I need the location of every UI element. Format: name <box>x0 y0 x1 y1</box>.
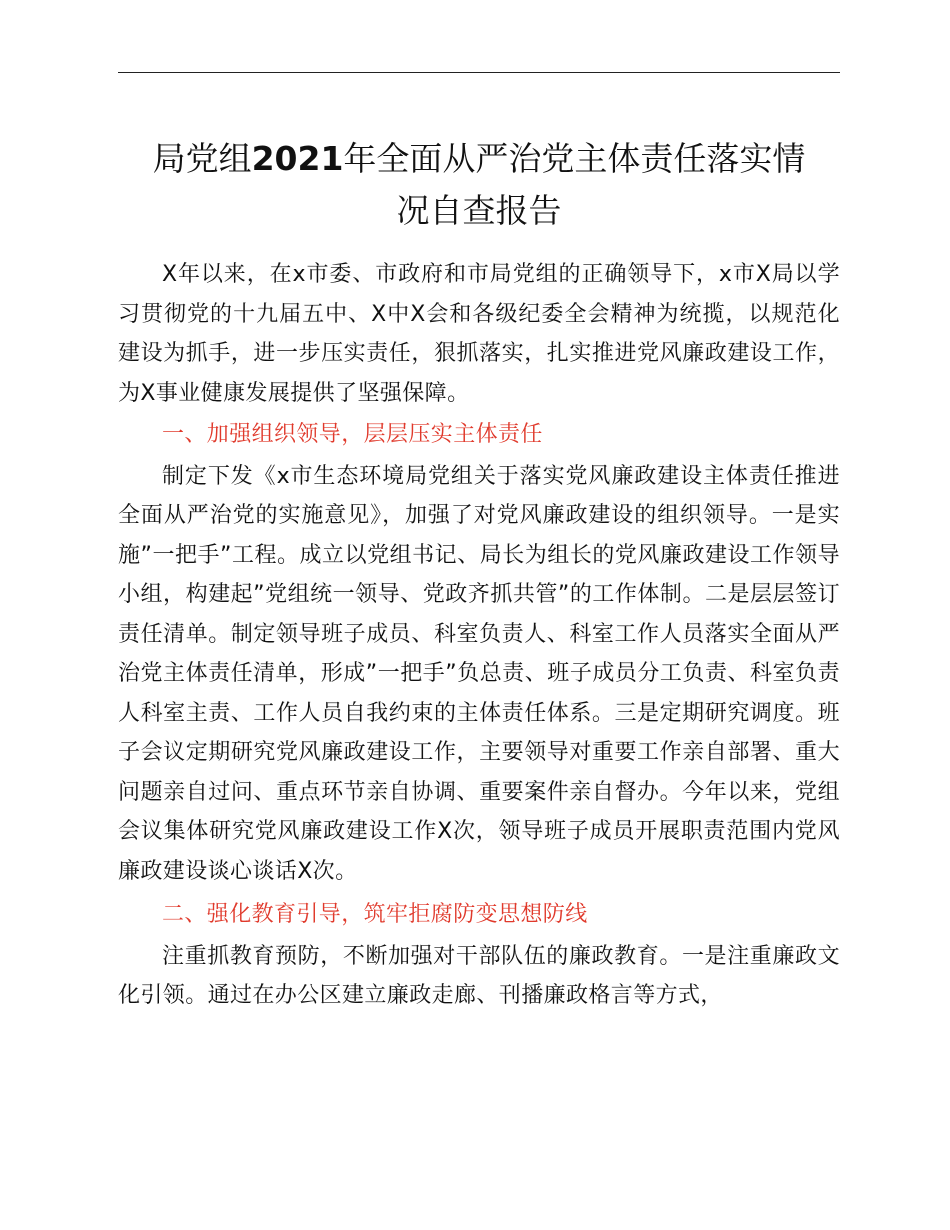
title-line-2: 况自查报告 <box>396 191 562 230</box>
document-body <box>118 255 840 1016</box>
title-suffix: 年全面从严治党主体责任落实情 <box>343 139 806 178</box>
section-1-paragraph: 制定下发《x市生态环境局党组关于落实党风廉政建设主体责任推进全面从严治党的实施意见》，加强了对党风廉政建设的组织领导。一是实施”一把手”工程。成立以党组书记、局长为组长的党风廉政建设工作领导小组，构建起”党组统一领导、党政齐抓共管”的工作体制。二是层层签订责任清单。制定领导班子成员、科室负责人、科室工作人员落实全面从严治党主体责任清单，形成”一把手”负总责、班子成员分工负责、科室负责人科室主责、工作人员自我约束的主体责任体系。三是定期研究调度。班子会议定期研究党风廉政建设工作，主要领导对重要工作亲自部署、重大问题亲自过问、重点环节亲自协调、重要案件亲自督办。今年以来，党组会议集体研究党风廉政建设工作X次，领导班子成员开展职责范围内党风廉政建设谈心谈话X次。 <box>118 463 840 884</box>
header-rule <box>118 72 840 73</box>
section-1-heading: 一、加强组织领导，层层压实主体责任 <box>162 422 543 447</box>
title-year: 2021 <box>251 139 344 178</box>
document-title <box>118 133 840 237</box>
intro-paragraph: X年以来，在x市委、市政府和市局党组的正确领导下，x市X局以学习贯彻党的十九届五中、X中X会和各级纪委全会精神为统揽，以规范化建设为抓手，进一步压实责任，狠抓落实，扎实推进党风廉政建设工作，为X事业健康发展提供了坚强保障。 <box>118 262 840 406</box>
title-prefix: 局党组 <box>152 139 252 178</box>
section-2-paragraph: 注重抓教育预防，不断加强对干部队伍的廉政教育。一是注重廉政文化引领。通过在办公区建立廉政走廊、刊播廉政格言等方式， <box>118 943 840 1008</box>
section-2-heading: 二、强化教育引导，筑牢拒腐防变思想防线 <box>162 902 588 927</box>
